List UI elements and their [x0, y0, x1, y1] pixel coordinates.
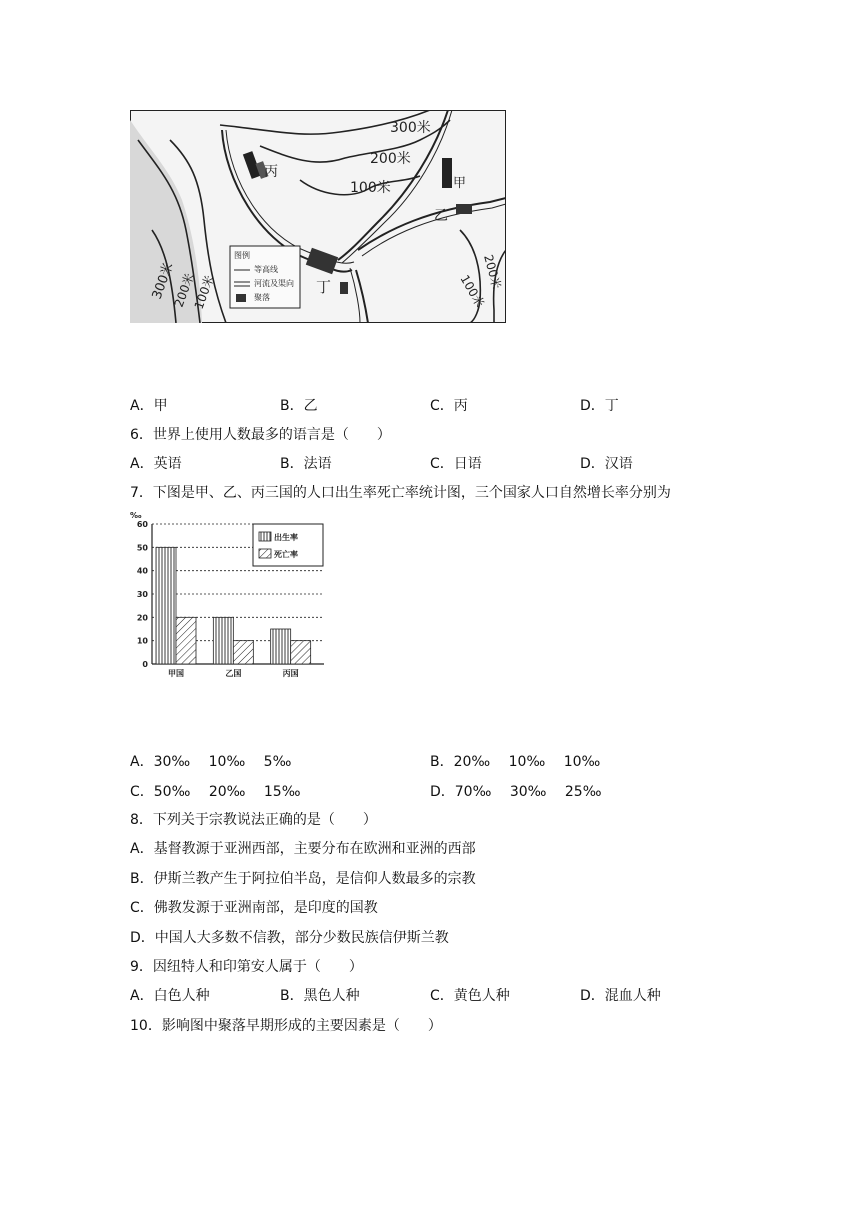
- q10-stem: 10．影响图中聚落早期形成的主要因素是（ ）: [130, 1018, 442, 1034]
- contour-label-300: 300米: [390, 120, 431, 136]
- death-rate-bar: [176, 617, 196, 664]
- q8-option-b: B．伊斯兰教产生于阿拉伯半岛，是信仰人数最多的宗教: [130, 871, 476, 887]
- legend-settlement: 聚落: [254, 293, 270, 302]
- q9-option-d: D．混血人种: [580, 988, 661, 1004]
- q5-option-a: A．甲: [130, 398, 168, 414]
- death-rate-bar: [233, 641, 253, 664]
- legend-birth-rate: 出生率: [274, 533, 298, 542]
- legend-river: 河流及渠向: [254, 279, 294, 288]
- q5-option-b: B．乙: [280, 398, 318, 414]
- contour-label-left-300: 300米: [149, 260, 177, 302]
- birth-rate-bar: [213, 617, 233, 664]
- q5-option-c: C．丙: [430, 398, 468, 414]
- settlement-bing: 丙: [264, 164, 278, 180]
- q8-option-c: C．佛教发源于亚洲南部，是印度的国教: [130, 900, 378, 916]
- q7-option-b: B．20‰ 10‰ 10‰: [430, 754, 601, 770]
- contour-label-100: 100米: [350, 180, 391, 196]
- q6-option-b: B．法语: [280, 456, 332, 472]
- q9-option-a: A．白色人种: [130, 988, 210, 1004]
- y-tick-label: 0: [142, 660, 148, 669]
- legend-death-rate: 死亡率: [274, 550, 298, 559]
- death-rate-bar: [291, 641, 311, 664]
- contour-map: [130, 110, 506, 323]
- contour-label-left-100: 100米: [191, 273, 217, 312]
- y-tick-label: 50: [136, 543, 148, 553]
- q7-option-d: D．70‰ 30‰ 25‰: [430, 784, 602, 800]
- contour-label-200: 200米: [370, 151, 411, 167]
- chart-legend: [253, 524, 323, 566]
- x-tick-label: 丙国: [282, 669, 299, 678]
- x-tick-label: 乙国: [225, 669, 242, 678]
- contour-label-left-200: 200米: [171, 271, 197, 310]
- y-tick-label: 40: [136, 566, 148, 576]
- legend-title: 图例: [234, 251, 250, 260]
- contour-label-right-200: 200米: [481, 253, 504, 291]
- legend-contour: 等高线: [254, 265, 278, 274]
- q6-option-d: D．汉语: [580, 456, 633, 472]
- q7-option-a: A．30‰ 10‰ 5‰: [130, 754, 292, 770]
- q9-stem: 9．因纽特人和印第安人属于（ ）: [130, 959, 363, 975]
- q9-option-c: C．黄色人种: [430, 988, 510, 1004]
- y-tick-label: 20: [136, 613, 148, 623]
- y-tick-label: 10: [136, 636, 148, 646]
- settlement-ding: 丁: [316, 278, 332, 296]
- y-unit-label: ‰: [130, 512, 142, 520]
- birth-rate-bar: [271, 629, 291, 664]
- q9-option-b: B．黑色人种: [280, 988, 360, 1004]
- q6-stem: 6．世界上使用人数最多的语言是（ ）: [130, 427, 391, 443]
- y-tick-label: 60: [136, 520, 148, 529]
- q7-stem: 7．下图是甲、乙、丙三国的人口出生率死亡率统计图，三个国家人口自然增长率分别为: [130, 485, 671, 501]
- birth-rate-bar: [156, 547, 176, 664]
- q8-stem: 8．下列关于宗教说法正确的是（ ）: [130, 812, 377, 828]
- q8-option-d: D．中国人大多数不信教，部分少数民族信伊斯兰教: [130, 930, 449, 946]
- y-tick-label: 30: [136, 590, 148, 599]
- settlement-jia: 甲: [453, 176, 467, 191]
- settlement-yi: 乙: [434, 208, 448, 224]
- q6-option-c: C．日语: [430, 456, 482, 472]
- q7-option-c: C．50‰ 20‰ 15‰: [130, 784, 301, 800]
- x-tick-label: 甲国: [168, 669, 184, 678]
- q5-option-d: D．丁: [580, 398, 619, 414]
- q6-option-a: A．英语: [130, 456, 182, 472]
- q8-option-a: A．基督教源于亚洲西部，主要分布在欧洲和亚洲的西部: [130, 841, 476, 857]
- birth-death-rate-chart: [128, 512, 328, 680]
- contour-label-right-100: 100米: [457, 272, 487, 310]
